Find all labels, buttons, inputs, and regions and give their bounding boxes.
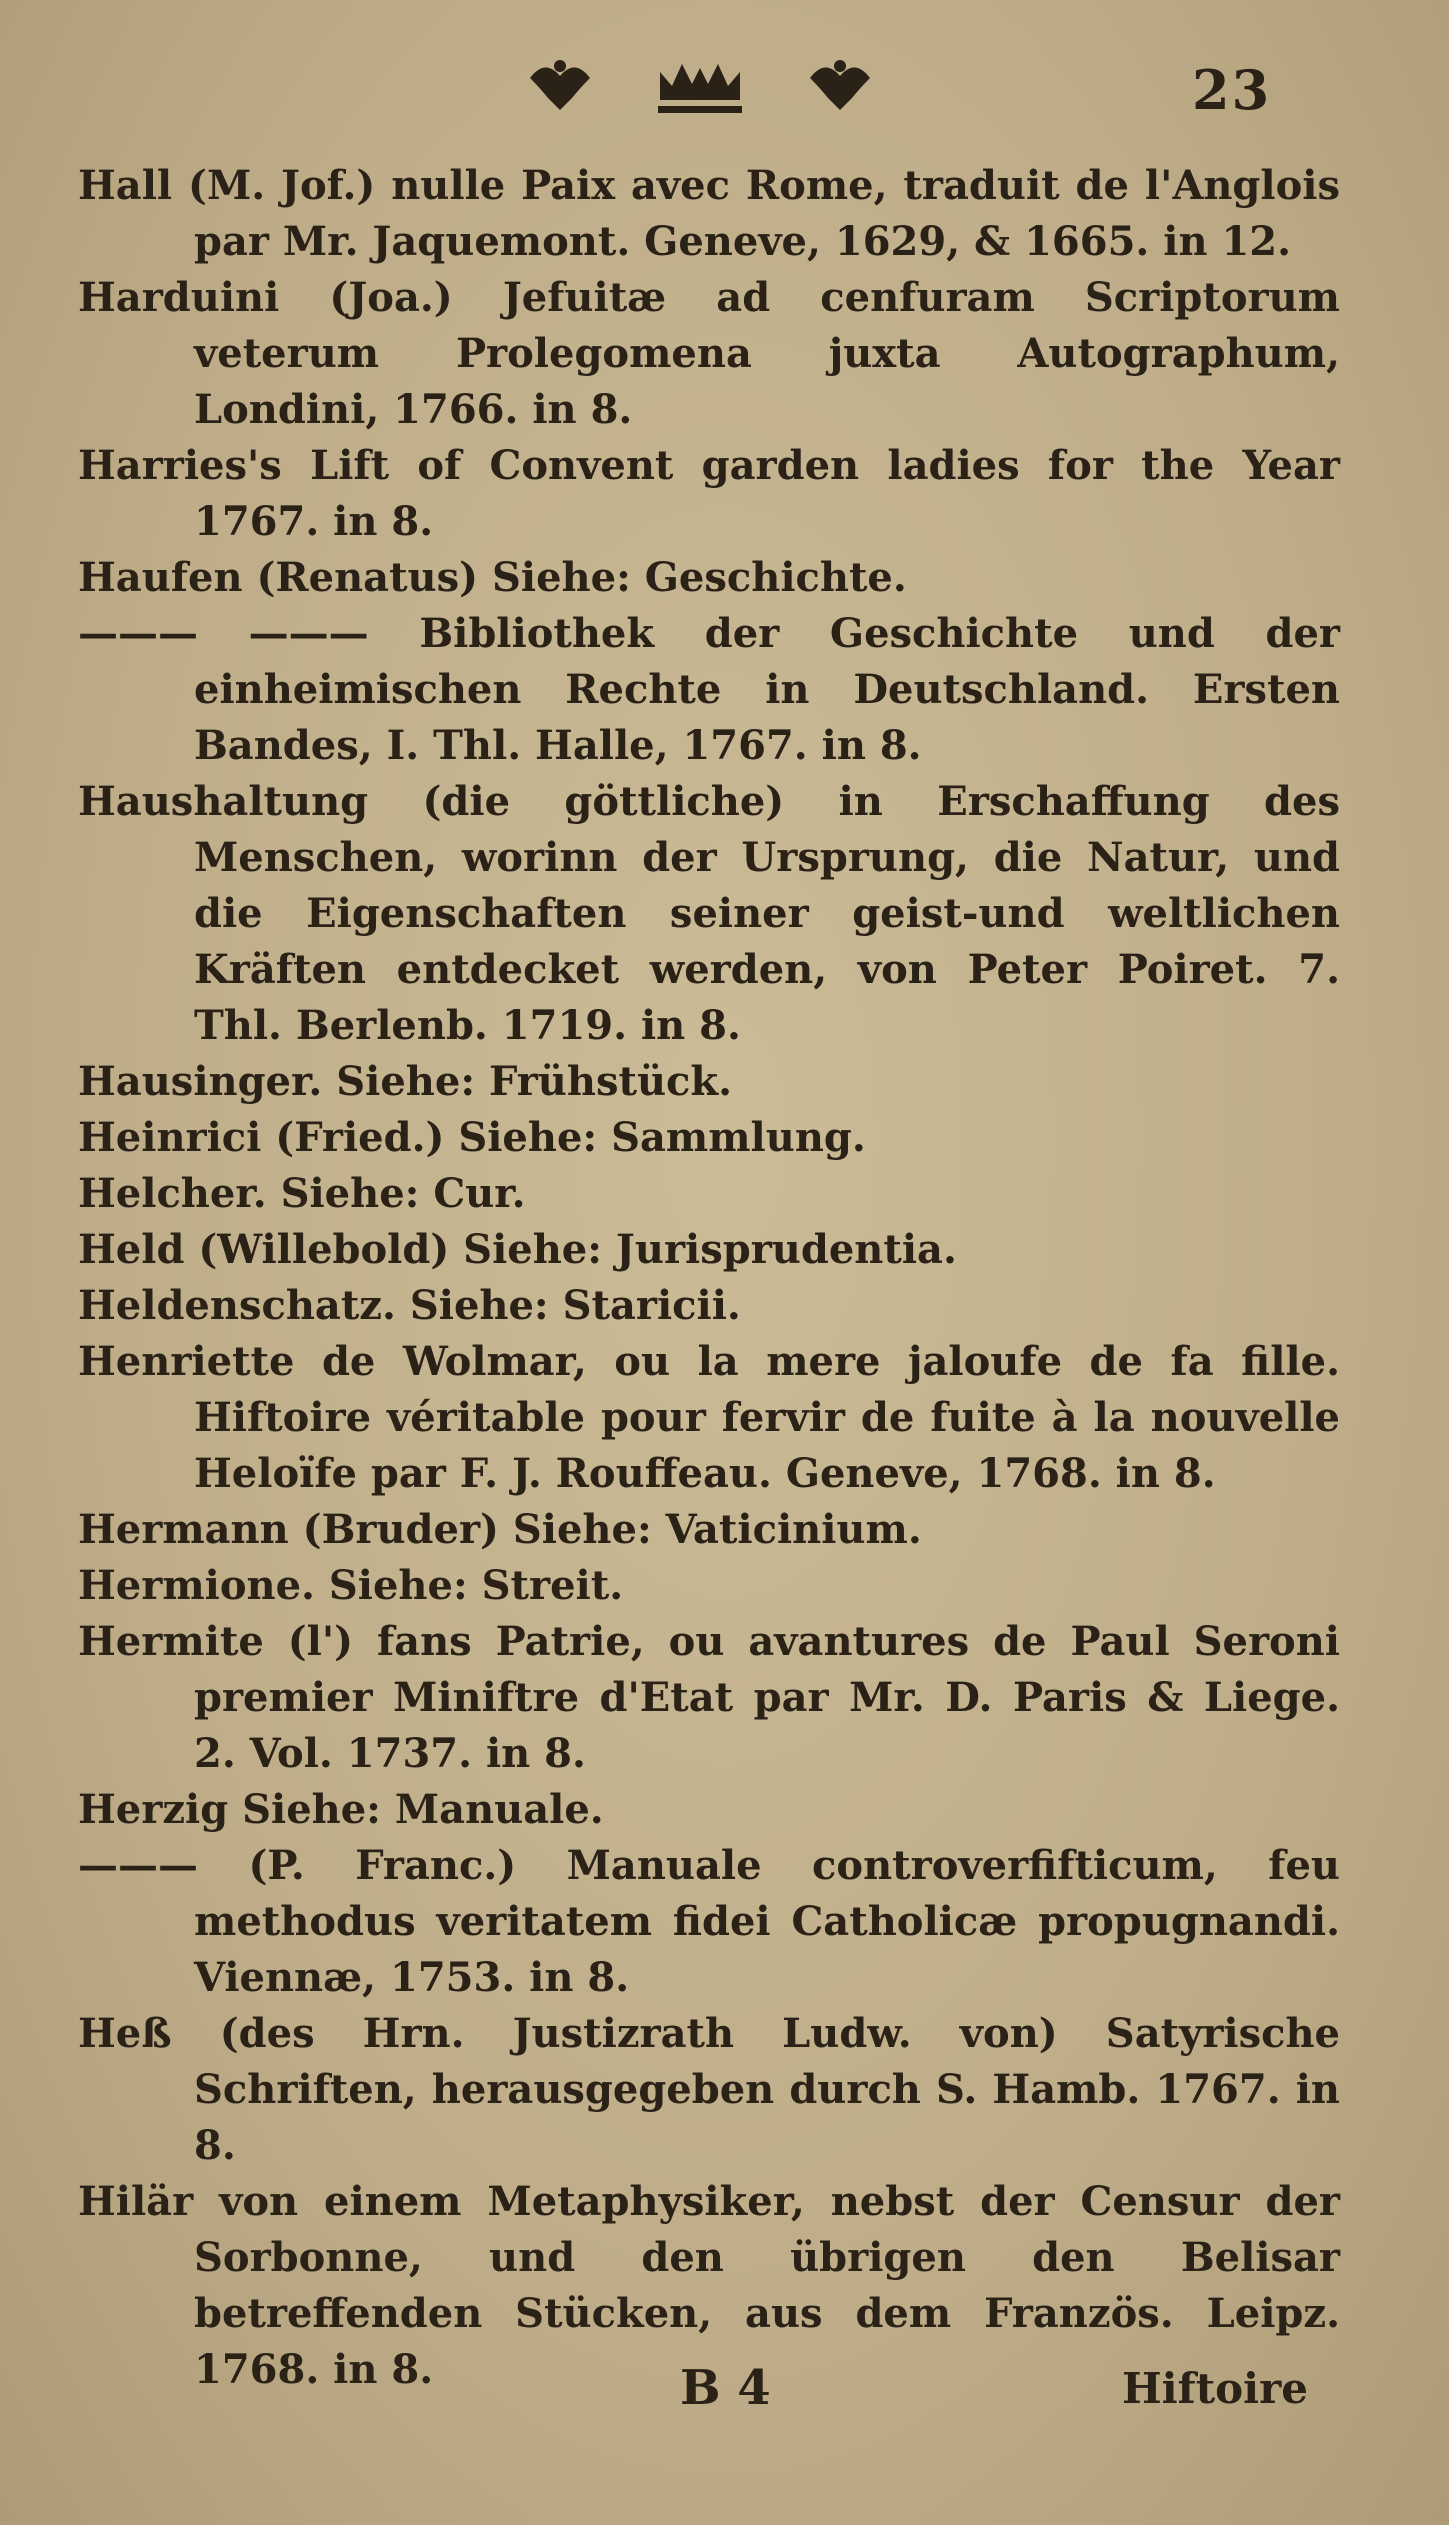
bibliography-entry: Heß (des Hrn. Justizrath Ludw. von) Satyrische Schriften, herausgegeben durch S. Hamb. 1767. in 8.: [78, 2010, 1340, 2169]
bibliography-entry: Hermite (l') fans Patrie, ou avantures de Paul Seroni premier Miniftre d'Etat par Mr. D. Paris & Liege. 2. Vol. 1737. in 8.: [78, 1618, 1340, 1777]
bibliography-entry: Held (Willebold) Siehe: Jurisprudentia.: [78, 1226, 957, 1273]
bibliography-entry: Hausinger. Siehe: Frühstück.: [78, 1058, 733, 1105]
crown-and-fleuron-ornament: [520, 48, 880, 128]
bibliography-entry: Herzig Siehe: Manuale.: [78, 1786, 604, 1833]
bibliography-entry: Hermione. Siehe: Streit.: [78, 1562, 624, 1609]
bibliography-entry: Henriette de Wolmar, ou la mere jaloufe de fa fille. Hiftoire véritable pour fervir de fuite à la nouvelle Heloïfe par F. J. Rouffeau. Geneve, 1768. in 8.: [78, 1338, 1340, 1497]
page-number: 23: [1192, 58, 1272, 122]
bibliography-entry: ——— (P. Franc.) Manuale controverfifticum, feu methodus veritatem fidei Catholicæ propugnandi. Viennæ, 1753. in 8.: [78, 1842, 1340, 2001]
crown-icon: [658, 64, 742, 113]
bibliography-entries: [78, 158, 1340, 2398]
bibliography-entry: Hilär von einem Metaphysiker, nebst der Censur der Sorbonne, und den übrigen den Belisar betreffenden Stücken, aus dem Französ. Leipz. 1768. in 8.: [78, 2178, 1340, 2393]
bibliography-entry: Heinrici (Fried.) Siehe: Sammlung.: [78, 1114, 866, 1161]
bibliography-entry: Hall (M. Jof.) nulle Paix avec Rome, traduit de l'Anglois par Mr. Jaquemont. Geneve, 1629, & 1665. in 12.: [78, 162, 1340, 265]
bibliography-entry: Hermann (Bruder) Siehe: Vaticinium.: [78, 1506, 922, 1553]
left-fleuron-icon: [530, 60, 590, 110]
bibliography-entry: Haufen (Renatus) Siehe: Geschichte.: [78, 554, 907, 601]
bibliography-entry: ——— ——— Bibliothek der Geschichte und der einheimischen Rechte in Deutschland. Ersten Bandes, I. Thl. Halle, 1767. in 8.: [78, 610, 1340, 769]
page-footer: [0, 2360, 1449, 2440]
bibliography-entry: Harduini (Joa.) Jefuitæ ad cenfuram Scriptorum veterum Prolegomena juxta Autographum, Londini, 1766. in 8.: [78, 274, 1340, 433]
catchword: Hiftoire: [1122, 2364, 1308, 2413]
bibliography-entry: Haushaltung (die göttliche) in Erschaffung des Menschen, worinn der Ursprung, die Natur, und die Eigenschaften seiner geist-und weltlichen Kräften entdecket werden, von Peter Poiret. 7. Thl. Berlenb. 1719. in 8.: [78, 778, 1340, 1049]
bibliography-entry: Heldenschatz. Siehe: Staricii.: [78, 1282, 741, 1329]
right-fleuron-icon: [810, 60, 870, 110]
signature-mark: B 4: [680, 2360, 771, 2416]
page-header: [0, 40, 1449, 130]
bibliography-entry: Helcher. Siehe: Cur.: [78, 1170, 526, 1217]
bibliography-entry: Harries's Lift of Convent garden ladies for the Year 1767. in 8.: [78, 442, 1340, 545]
